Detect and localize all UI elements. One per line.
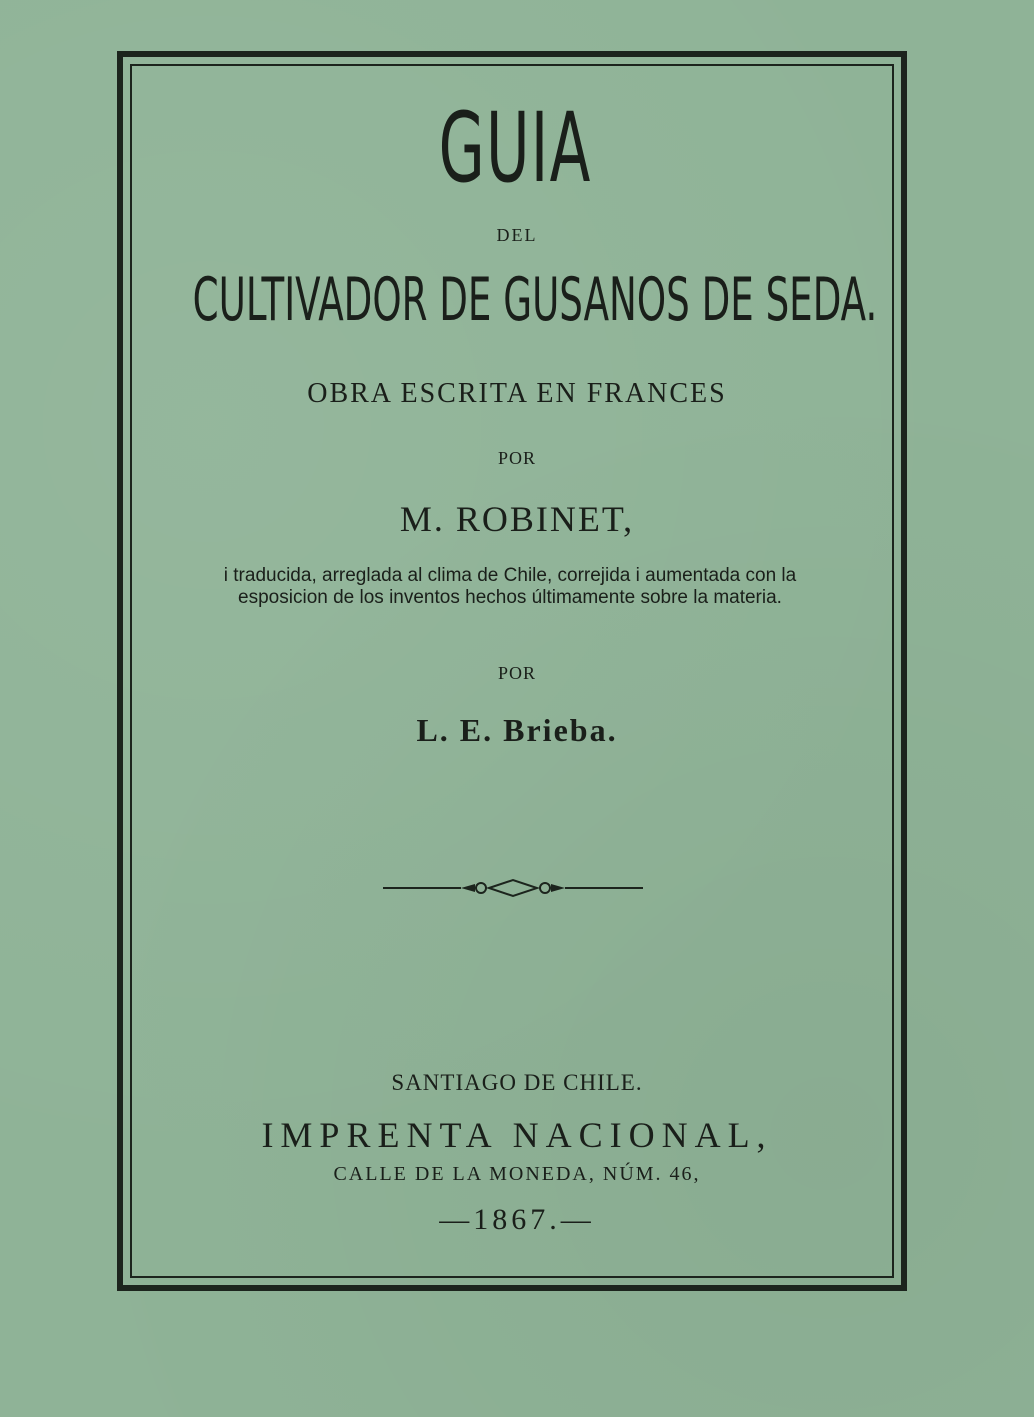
- del-word: DEL: [496, 225, 538, 245]
- translator-name: L. E. Brieba.: [416, 712, 618, 748]
- city: SANTIAGO DE CHILE.: [391, 1070, 643, 1095]
- subtitle: CULTIVADOR DE GUSANOS DE SEDA.: [192, 265, 878, 335]
- work-note: OBRA ESCRITA EN FRANCES: [307, 378, 727, 409]
- title: GUIA: [438, 92, 592, 204]
- press-name: IMPRENTA NACIONAL,: [261, 1115, 773, 1155]
- ornament-rule-icon: [383, 875, 643, 901]
- por-label-1: POR: [497, 448, 536, 468]
- por-label-2: POR: [497, 663, 536, 683]
- translation-note: i traducida, arreglada al clima de Chile, correjida i aumentada con la esposicion de los inventos hechos últimamente sobre la materia.: [223, 565, 797, 608]
- street-address: CALLE DE LA MONEDA, NÚM. 46,: [333, 1163, 701, 1185]
- author-name: M. ROBINET,: [399, 499, 635, 539]
- publication-year: —1867.—: [439, 1203, 595, 1236]
